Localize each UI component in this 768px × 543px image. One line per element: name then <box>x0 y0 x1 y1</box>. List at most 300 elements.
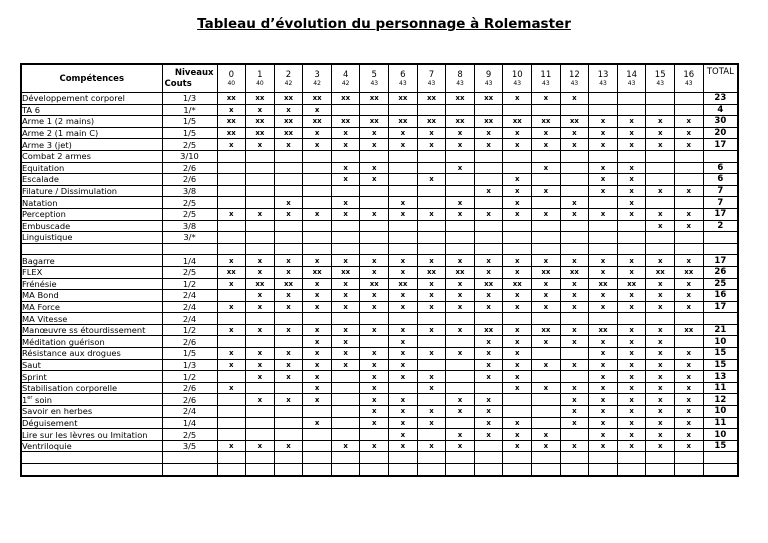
skill-name <box>21 452 162 464</box>
level-mark: xx <box>446 266 475 278</box>
level-mark: x <box>646 220 675 232</box>
level-mark: x <box>274 324 303 336</box>
skill-name-rest: soin <box>32 394 53 405</box>
level-mark: x <box>303 371 332 383</box>
level-mark: x <box>417 255 446 267</box>
level-mark: xx <box>274 93 303 105</box>
table-row <box>21 174 738 186</box>
document-title: Tableau d’évolution du personnage à Rolemaster <box>197 16 571 32</box>
level-cost: 43 <box>599 79 607 87</box>
level-mark <box>446 464 475 476</box>
level-mark <box>246 185 275 197</box>
level-mark <box>303 313 332 325</box>
level-mark: x <box>532 301 561 313</box>
header-couts: Couts <box>164 78 192 89</box>
level-mark <box>274 162 303 174</box>
skill-name-text: Arme 1 (2 mains) <box>22 116 95 127</box>
level-mark <box>360 197 389 209</box>
level-mark <box>646 232 675 244</box>
level-mark: xx <box>474 93 503 105</box>
header-row <box>21 64 738 93</box>
level-cost: 43 <box>684 79 693 87</box>
level-mark <box>417 464 446 476</box>
level-mark: x <box>217 301 246 313</box>
level-mark <box>446 174 475 186</box>
level-mark <box>360 429 389 441</box>
table-row <box>21 255 738 267</box>
level-mark: x <box>417 417 446 429</box>
level-mark <box>417 197 446 209</box>
level-mark: x <box>217 278 246 290</box>
level-mark: xx <box>532 324 561 336</box>
skill-total: 15 <box>703 348 738 360</box>
skill-total: 7 <box>703 197 738 209</box>
skill-total: 21 <box>703 324 738 336</box>
level-mark <box>246 197 275 209</box>
level-mark <box>675 464 704 476</box>
skill-cost: 2/5 <box>162 208 217 220</box>
level-mark <box>217 174 246 186</box>
level-mark <box>675 150 704 162</box>
level-mark <box>217 452 246 464</box>
level-mark: x <box>217 382 246 394</box>
level-cost: 42 <box>341 79 350 87</box>
level-mark: x <box>560 440 589 452</box>
level-mark <box>246 174 275 186</box>
level-mark: x <box>503 336 532 348</box>
level-mark: xx <box>303 116 332 128</box>
level-mark: x <box>675 116 704 128</box>
level-mark <box>217 417 246 429</box>
table-row <box>21 429 738 441</box>
skill-total: 7 <box>703 185 738 197</box>
level-mark <box>560 464 589 476</box>
skill-total: 10 <box>703 406 738 418</box>
level-mark: x <box>246 324 275 336</box>
level-mark: x <box>274 255 303 267</box>
skill-name <box>21 139 162 151</box>
level-mark <box>446 243 475 255</box>
level-mark <box>446 313 475 325</box>
level-number: 11 <box>540 69 552 80</box>
skill-total <box>703 243 738 255</box>
level-mark: x <box>389 406 418 418</box>
skill-cost: 1/5 <box>162 348 217 360</box>
level-mark: x <box>360 359 389 371</box>
level-mark: x <box>503 185 532 197</box>
skill-name <box>21 93 162 105</box>
level-mark <box>331 232 360 244</box>
level-mark <box>274 232 303 244</box>
header-level-7 <box>417 64 446 93</box>
level-mark <box>303 429 332 441</box>
level-mark: x <box>646 324 675 336</box>
level-mark <box>331 429 360 441</box>
skill-total: 11 <box>703 417 738 429</box>
skill-total: 17 <box>703 255 738 267</box>
level-mark: xx <box>417 116 446 128</box>
level-mark: x <box>589 208 618 220</box>
skill-name-text: Frénésie <box>22 278 57 289</box>
skill-name-text: 1 <box>22 394 28 405</box>
level-number: 15 <box>654 69 666 80</box>
level-mark: x <box>503 371 532 383</box>
skill-total: 13 <box>703 371 738 383</box>
skill-name-text: Saut <box>22 359 41 370</box>
level-mark: x <box>331 290 360 302</box>
level-mark <box>274 220 303 232</box>
level-mark <box>560 348 589 360</box>
level-mark: x <box>417 371 446 383</box>
level-mark: x <box>360 406 389 418</box>
level-mark: x <box>303 104 332 116</box>
level-mark: x <box>360 371 389 383</box>
level-mark <box>617 243 646 255</box>
level-mark <box>246 150 275 162</box>
level-mark: x <box>617 255 646 267</box>
skill-cost: 2/4 <box>162 313 217 325</box>
level-mark: x <box>303 278 332 290</box>
level-mark: x <box>474 255 503 267</box>
level-cost: 43 <box>456 79 464 87</box>
skill-name <box>21 324 162 336</box>
level-mark: x <box>503 139 532 151</box>
level-mark: x <box>503 93 532 105</box>
level-mark <box>417 429 446 441</box>
level-mark <box>446 336 475 348</box>
level-cost: 42 <box>313 79 321 87</box>
level-mark: x <box>532 382 561 394</box>
level-mark: x <box>617 324 646 336</box>
skill-name-text: Perception <box>22 209 66 220</box>
level-mark <box>446 452 475 464</box>
level-mark <box>360 313 389 325</box>
level-mark: x <box>417 324 446 336</box>
level-mark <box>389 150 418 162</box>
level-mark: xx <box>532 266 561 278</box>
table-row <box>21 313 738 325</box>
level-mark <box>446 371 475 383</box>
level-mark: x <box>246 394 275 406</box>
level-mark: x <box>646 348 675 360</box>
level-mark: x <box>446 197 475 209</box>
level-mark: x <box>617 174 646 186</box>
skill-cost: 1/4 <box>162 255 217 267</box>
level-mark: x <box>274 371 303 383</box>
level-mark: x <box>331 197 360 209</box>
level-mark: x <box>246 359 275 371</box>
level-cost: 43 <box>656 79 665 87</box>
level-number: 9 <box>485 69 492 80</box>
level-mark: x <box>589 417 618 429</box>
level-mark <box>274 150 303 162</box>
skill-cost: 2/6 <box>162 336 217 348</box>
level-mark <box>560 313 589 325</box>
level-mark <box>331 452 360 464</box>
level-mark <box>446 220 475 232</box>
level-mark: x <box>646 301 675 313</box>
level-mark: x <box>503 266 532 278</box>
level-mark <box>474 174 503 186</box>
level-mark: x <box>246 104 275 116</box>
level-cost: 40 <box>227 79 236 87</box>
level-mark <box>446 150 475 162</box>
level-mark: xx <box>560 116 589 128</box>
skill-name <box>21 440 162 452</box>
level-mark: x <box>617 185 646 197</box>
level-mark <box>589 197 618 209</box>
level-mark: x <box>675 359 704 371</box>
level-mark <box>617 220 646 232</box>
level-mark <box>217 220 246 232</box>
level-mark <box>303 464 332 476</box>
skill-cost: 1/* <box>162 104 217 116</box>
level-mark: x <box>560 394 589 406</box>
level-mark: x <box>617 429 646 441</box>
level-mark <box>331 382 360 394</box>
skill-name <box>21 336 162 348</box>
level-mark <box>217 232 246 244</box>
skill-cost: 1/5 <box>162 116 217 128</box>
level-mark: x <box>474 208 503 220</box>
level-mark: xx <box>389 93 418 105</box>
level-mark: x <box>389 127 418 139</box>
skill-name-text: Bagarre <box>22 255 55 266</box>
level-mark: x <box>646 417 675 429</box>
level-mark: xx <box>389 116 418 128</box>
level-mark <box>274 452 303 464</box>
level-mark <box>532 197 561 209</box>
level-mark <box>246 382 275 394</box>
level-mark: x <box>589 290 618 302</box>
level-mark: xx <box>589 324 618 336</box>
level-mark: x <box>675 382 704 394</box>
level-mark: xx <box>246 278 275 290</box>
level-mark: x <box>589 359 618 371</box>
level-mark: x <box>274 266 303 278</box>
level-mark: xx <box>446 93 475 105</box>
level-cost: 43 <box>399 79 407 87</box>
table-row <box>21 336 738 348</box>
skill-cost: 1/3 <box>162 93 217 105</box>
level-mark: x <box>646 278 675 290</box>
level-mark: x <box>446 301 475 313</box>
level-mark <box>446 382 475 394</box>
level-mark: x <box>446 208 475 220</box>
level-mark <box>389 243 418 255</box>
level-mark <box>360 232 389 244</box>
level-mark <box>360 185 389 197</box>
level-mark <box>389 162 418 174</box>
skill-total: 30 <box>703 116 738 128</box>
level-mark: x <box>474 406 503 418</box>
table-row <box>21 278 738 290</box>
level-mark: x <box>360 324 389 336</box>
level-mark <box>417 104 446 116</box>
skill-name <box>21 406 162 418</box>
skill-total: 26 <box>703 266 738 278</box>
level-mark <box>303 162 332 174</box>
level-mark <box>417 452 446 464</box>
level-mark <box>646 174 675 186</box>
skill-cost <box>162 243 217 255</box>
level-mark: x <box>617 197 646 209</box>
level-mark: x <box>389 324 418 336</box>
level-mark: x <box>360 139 389 151</box>
level-mark: x <box>617 139 646 151</box>
level-mark: x <box>532 185 561 197</box>
skill-total: 10 <box>703 429 738 441</box>
level-mark <box>503 452 532 464</box>
level-mark: xx <box>246 93 275 105</box>
skill-cost: 3/8 <box>162 185 217 197</box>
level-mark: x <box>303 348 332 360</box>
level-mark: x <box>360 266 389 278</box>
skill-cost: 2/6 <box>162 174 217 186</box>
level-mark: x <box>675 429 704 441</box>
level-mark <box>560 150 589 162</box>
level-mark: xx <box>560 266 589 278</box>
level-mark: x <box>217 104 246 116</box>
level-mark: x <box>389 197 418 209</box>
table-row <box>21 208 738 220</box>
table-row <box>21 290 738 302</box>
level-mark: x <box>560 139 589 151</box>
level-mark <box>331 417 360 429</box>
level-mark: x <box>303 255 332 267</box>
level-mark <box>646 243 675 255</box>
level-cost: 43 <box>570 79 579 87</box>
header-competences: Compétences <box>21 64 162 93</box>
level-mark <box>675 336 704 348</box>
level-mark <box>303 174 332 186</box>
level-mark: x <box>474 348 503 360</box>
skill-name <box>21 150 162 162</box>
level-mark: x <box>303 139 332 151</box>
level-mark <box>503 313 532 325</box>
level-mark: xx <box>532 116 561 128</box>
level-cost: 43 <box>484 79 493 87</box>
level-mark: x <box>646 255 675 267</box>
level-mark: x <box>417 127 446 139</box>
level-mark <box>360 336 389 348</box>
level-mark <box>532 452 561 464</box>
level-mark: x <box>675 290 704 302</box>
level-mark <box>274 406 303 418</box>
skill-name <box>21 371 162 383</box>
level-number: 12 <box>569 69 580 80</box>
skill-name <box>21 104 162 116</box>
level-mark: x <box>217 348 246 360</box>
level-mark <box>217 406 246 418</box>
level-mark: x <box>446 406 475 418</box>
level-mark <box>303 440 332 452</box>
level-mark <box>217 162 246 174</box>
skill-cost: 3/* <box>162 232 217 244</box>
level-mark <box>589 220 618 232</box>
header-level-9 <box>474 64 503 93</box>
level-mark <box>417 313 446 325</box>
level-mark: x <box>560 301 589 313</box>
level-cost: 42 <box>284 79 293 87</box>
level-mark <box>474 104 503 116</box>
table-row <box>21 440 738 452</box>
level-mark <box>274 185 303 197</box>
level-mark: xx <box>217 93 246 105</box>
level-mark <box>503 232 532 244</box>
level-mark <box>474 220 503 232</box>
level-mark: xx <box>589 278 618 290</box>
level-mark <box>274 243 303 255</box>
level-mark <box>617 313 646 325</box>
level-mark <box>474 232 503 244</box>
level-mark: x <box>274 359 303 371</box>
level-mark: x <box>589 174 618 186</box>
table-row <box>21 104 738 116</box>
level-mark <box>646 197 675 209</box>
level-mark: x <box>675 139 704 151</box>
level-mark <box>474 150 503 162</box>
level-number: 14 <box>626 69 638 80</box>
skill-name-text: Arme 3 (jet) <box>22 139 72 150</box>
level-mark: x <box>303 290 332 302</box>
level-mark: x <box>389 336 418 348</box>
level-mark: x <box>303 127 332 139</box>
level-mark: xx <box>246 127 275 139</box>
header-level-10 <box>503 64 532 93</box>
level-mark: x <box>360 382 389 394</box>
level-mark: xx <box>331 93 360 105</box>
level-mark <box>532 371 561 383</box>
level-mark <box>589 93 618 105</box>
level-mark <box>274 429 303 441</box>
level-mark: x <box>417 290 446 302</box>
level-mark: x <box>446 429 475 441</box>
level-mark <box>274 464 303 476</box>
level-mark <box>389 313 418 325</box>
level-mark <box>389 104 418 116</box>
level-mark <box>474 382 503 394</box>
level-mark <box>331 220 360 232</box>
level-mark: x <box>389 348 418 360</box>
level-mark: x <box>617 162 646 174</box>
level-mark <box>217 464 246 476</box>
level-mark: x <box>675 255 704 267</box>
level-mark <box>446 232 475 244</box>
level-mark: x <box>474 371 503 383</box>
level-mark <box>675 104 704 116</box>
level-mark: x <box>503 359 532 371</box>
header-niveaux-couts <box>162 64 217 93</box>
skill-name-text: Déguisement <box>22 417 78 428</box>
level-mark <box>360 464 389 476</box>
level-mark: x <box>646 382 675 394</box>
level-mark <box>560 174 589 186</box>
level-mark: x <box>360 394 389 406</box>
skill-name-text: Stabilisation corporelle <box>22 383 118 394</box>
level-mark: xx <box>446 116 475 128</box>
level-mark: x <box>417 174 446 186</box>
level-mark: x <box>246 290 275 302</box>
skill-name-text: Résistance aux drogues <box>22 348 121 359</box>
level-mark: x <box>246 440 275 452</box>
level-mark <box>217 371 246 383</box>
level-mark: x <box>532 208 561 220</box>
level-mark: x <box>617 266 646 278</box>
level-mark: x <box>589 371 618 383</box>
level-mark: x <box>303 208 332 220</box>
level-mark: x <box>389 429 418 441</box>
